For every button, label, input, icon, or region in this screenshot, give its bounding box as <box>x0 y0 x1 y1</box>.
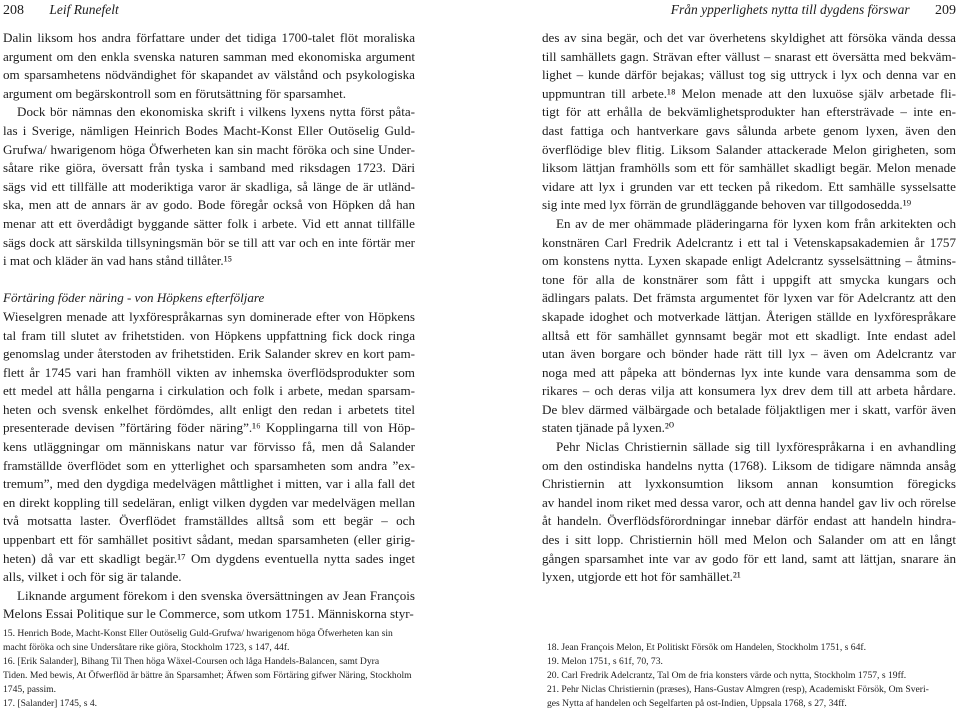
body-line: En av de mer ohämmade pläderingarna för lyxen kom från arkitekten och <box>556 215 956 231</box>
body-line: argument om begärskontroll som en förutsättning för sparsamhet. <box>3 85 347 101</box>
body-line: tal fram till slutet av frihetstiden. von Höpkens uppfattning fick dock ringa <box>3 327 415 343</box>
body-line: Liknande argument förekom i den svenska översättningen av Jean François <box>17 587 415 603</box>
body-line: tone för alla de konstnärer som fått i uppgift att smycka kungars och <box>542 271 956 287</box>
body-line: uppenbart ett för samhället positivt sådant, medan sparsamheten (eller girig- <box>3 532 415 548</box>
body-line: argument om den enkla svenska naturen samman med ekonomiska argument <box>3 48 415 64</box>
body-line: vidare att lyx i grunden var ett tecken på rikedom. Ett samhälle sysselsatte <box>542 178 956 194</box>
left-running-head-title: Leif Runefelt <box>49 2 119 17</box>
body-line: las i Sverige, nämligen Heinrich Bodes Macht-Konst Eller Outöselig Guld- <box>3 122 415 138</box>
body-line: två motsatta laster. Överflödet framställdes alltså som ett begär – och <box>3 513 415 529</box>
body-line: noga med att påpeka att böndernas lyx inte kunde vara densamma som de <box>542 364 956 380</box>
body-line: gången sparsamhet inte var av godo för ett land, samt att lättjan, snarare än <box>542 550 956 566</box>
left-footnotes <box>3 627 415 712</box>
body-line: sägs dock att särskilda tillsyningsmän bör se till att var och en inte förtär mer <box>3 234 415 250</box>
footnote-line: 19. Melon 1751, s 61f, 70, 73. <box>547 656 663 668</box>
body-line: konstnären Carl Fredrik Adelcrantz i ett tal i Vetenskapsakademien år 1757 <box>542 234 956 250</box>
body-line: framställde överflödet som en ytterlighet och sparsamheten som andra ”ex- <box>3 457 415 473</box>
body-line: lyxen, utgjorde ett hot för samhället.²¹ <box>542 569 741 585</box>
body-line: dast fattiga och hantverkare gavs sålunda arbete genom lyxen, även den <box>542 122 956 138</box>
body-line: om den ostindiska handelns nytta (1768). Liksom de tidigare nämnda ansåg <box>542 457 956 473</box>
body-line: uppmuntran till arbete.¹⁸ Melon menade att den luxuöse själv arbetade fli- <box>542 85 956 101</box>
body-line: såtare rike giöra, översatt från tyska i samband med riksdagen 1723. Däri <box>3 160 415 176</box>
body-line: kens utläggningar om människans natur var förvisso få, men då Salander <box>3 439 415 455</box>
left-page <box>3 0 415 624</box>
footnote-line: ges Nytta af handelen och Segelfarten på ost-Indien, Uppsala 1768, s 27, 34ff. <box>547 698 847 710</box>
body-line: genomslag under återstoden av frihetstiden. Erik Salander skrev en kort pam- <box>3 346 415 362</box>
footnote-line: 1745, passim. <box>3 684 57 696</box>
body-line: Wieselgren menade att lyxförespråkarnas syn dominerade efter von Höpkens <box>3 308 415 324</box>
body-line: lighet – kunde därför bejakas; vällust tog sig uttryck i lyx och denna var en <box>542 67 956 83</box>
body-line: heten) då var ett skadligt begär.¹⁷ Om dygdens eventuella nytta sades inget <box>3 550 415 566</box>
body-line: presenterade devisen ”förtäring föder näring”.¹⁶ Kopplingarna till von Höp- <box>3 420 415 436</box>
paragraph-gap <box>3 271 415 290</box>
right-page-number: 209 <box>935 3 956 18</box>
body-line: ska, men att de annars är av godo. Bode föregår också von Höpken då han <box>3 197 415 213</box>
body-line: till samhällets gagn. Strävan efter vällust – snarast ett översätta med bekväm- <box>542 48 956 64</box>
body-line: des i sitt lopp. Christiernin höll med Melon och Salander om att en långt <box>542 532 956 548</box>
footnote-line: 17. [Salander] 1745, s 4. <box>3 698 98 710</box>
body-line: alls, vilket i och för sig är talande. <box>3 569 182 585</box>
right-page <box>542 0 956 587</box>
footnote-line: 21. Pehr Niclas Christiernin (præses), Hans-Gustav Almgren (resp), Academiskt Försök, Om Sveri- <box>547 684 929 696</box>
body-line: ett medel att hålla pengarna i cirkulation och folk i arbete, medan sparsam- <box>3 383 415 399</box>
body-line: skapade idoghet och motverkade lättjan. Återigen ställde en lyxförespråkare <box>542 308 956 324</box>
right-footnotes <box>547 641 954 711</box>
footnote-line: 15. Henrich Bode, Macht-Konst Eller Outöselig Guld-Grufwa/ hwarigenom höga Öfwerheten kan sin <box>3 628 393 639</box>
left-page-number: 208 <box>3 3 24 18</box>
body-line: liksom lättjan framhölls som ett för samhället skadligt begär. Melon menade <box>542 160 956 176</box>
body-line: Grufwa/ hwarigenom höga Öfwerheten kan sin macht föröka och sine Under- <box>3 141 415 157</box>
body-line: i mat och kläder än vad hans stånd tillåter.¹⁵ <box>3 253 233 269</box>
body-line: en direkt koppling till sedeläran, enligt vilken dygden var medelvägen mellan <box>3 494 415 510</box>
body-line: alltså ett för samhället gynnsamt begär mot ett skadligt. Inte endast adel <box>542 327 956 343</box>
footnote-line: 20. Carl Fredrik Adelcrantz, Tal Om de fria konsters värde och nytta, Stockholm 1757, s 19ff. <box>547 670 907 682</box>
right-running-head <box>542 0 956 19</box>
body-line: heten och svensk enkelhet fördömdes, allt enligt den redan i arbetets titel <box>3 401 415 417</box>
body-line: överflödige blev flitig. Liksom Salander attackerade Melon girigheten, som <box>542 141 956 157</box>
body-line: De blev därmed välbärgade och betalade följaktligen mer i skatt, varför även <box>542 401 956 417</box>
body-line: Dock bör nämnas den ekonomiska skrift i vilkens lyxens nytta först påta- <box>17 104 415 120</box>
footnote-line: 16. [Erik Salander], Bihang Til Then höga Wäxel-Coursen och låga Handels-Balancen, samt Dyra <box>3 656 380 668</box>
body-line: utan även borgare och bönder hade rätt till lyx – även om Adelcrantz var <box>542 346 956 362</box>
right-body-text <box>542 29 956 587</box>
footnote-line: 18. Jean François Melon, Et Politiskt Försök om Handelen, Stockholm 1751, s 64f. <box>547 642 866 653</box>
body-line: sägs vid ett tillfälle att moderiktiga varor är skadliga, så länge de är utländ- <box>3 178 415 194</box>
left-running-head <box>3 0 415 19</box>
body-line: Christiernin att lyxkonsumtion liksom annan konsumtion föregicks <box>542 476 956 492</box>
body-line: tigt för att erhålla de bekvämlighetsprodukter han eftersträvade – inte en- <box>542 104 956 120</box>
body-line: rikares – och deras vilja att konsumera lyx drev dem till att arbeta hårdare. <box>542 383 956 399</box>
body-line: flett år 1745 vari han framhöll vikten av inhemska överflödsprodukter som <box>3 364 415 380</box>
body-line: om sparsamhetens nödvändighet för skapandet av välstånd och psykologiska <box>3 67 415 83</box>
footnote-line: Tiden. Med bewis, At Öfwerflöd är bättre än Sparsamhet; Äfwen som Förtäring gifwer Näring, Stockholm <box>3 670 412 682</box>
body-line: åt handeln. Överflödsförordningar innebar därför endast att handeln hindra- <box>542 513 956 529</box>
body-line: staten tjänade på lyxen.²⁰ <box>542 420 675 436</box>
body-line: Pehr Niclas Christiernin sällade sig till lyxförespråkarna i en avhandling <box>556 439 956 455</box>
body-line: des av sina begär, och det var överhetens skyldighet att försöka vända dessa <box>542 30 956 45</box>
left-body-text <box>3 29 415 624</box>
body-line: sig inte med lyx förrän de grundläggande behoven var tillgodosedda.¹⁹ <box>542 197 912 213</box>
footnote-line: macht föröka och sine Undersåtare rike giöra, Stockholm 1723, s 147, 44f. <box>3 642 290 654</box>
body-line: tremum”, med den dygdiga medelvägen måttlighet i mitten, var i alla fall det <box>3 476 415 492</box>
body-line: av handel inom riket med dessa varor, och att denna handel gav liv och rörelse <box>542 494 956 510</box>
right-running-head-title: Från ypperlighets nytta till dygdens förswar <box>670 2 910 17</box>
body-line: Melons Essai Politique sur le Commerce, som utkom 1751. Människorna styr- <box>3 606 414 622</box>
body-line: menar att ett överdådigt byggande sätter folk i arbete. Vid ett annat tillfälle <box>3 215 415 231</box>
section-subheading: Förtäring föder näring - von Höpkens efterföljare <box>3 290 265 306</box>
body-line: ädlingars palats. Det främsta argumentet för lyxen var för Adelcrantz att den <box>542 290 956 306</box>
body-line: Dalin liksom hos andra författare under det tidiga 1700-talet flöt moraliska <box>3 30 415 45</box>
body-line: om konstens nytta. Lyxen skapade enligt Adelcrantz sysselsättning – åtmins- <box>542 253 956 269</box>
